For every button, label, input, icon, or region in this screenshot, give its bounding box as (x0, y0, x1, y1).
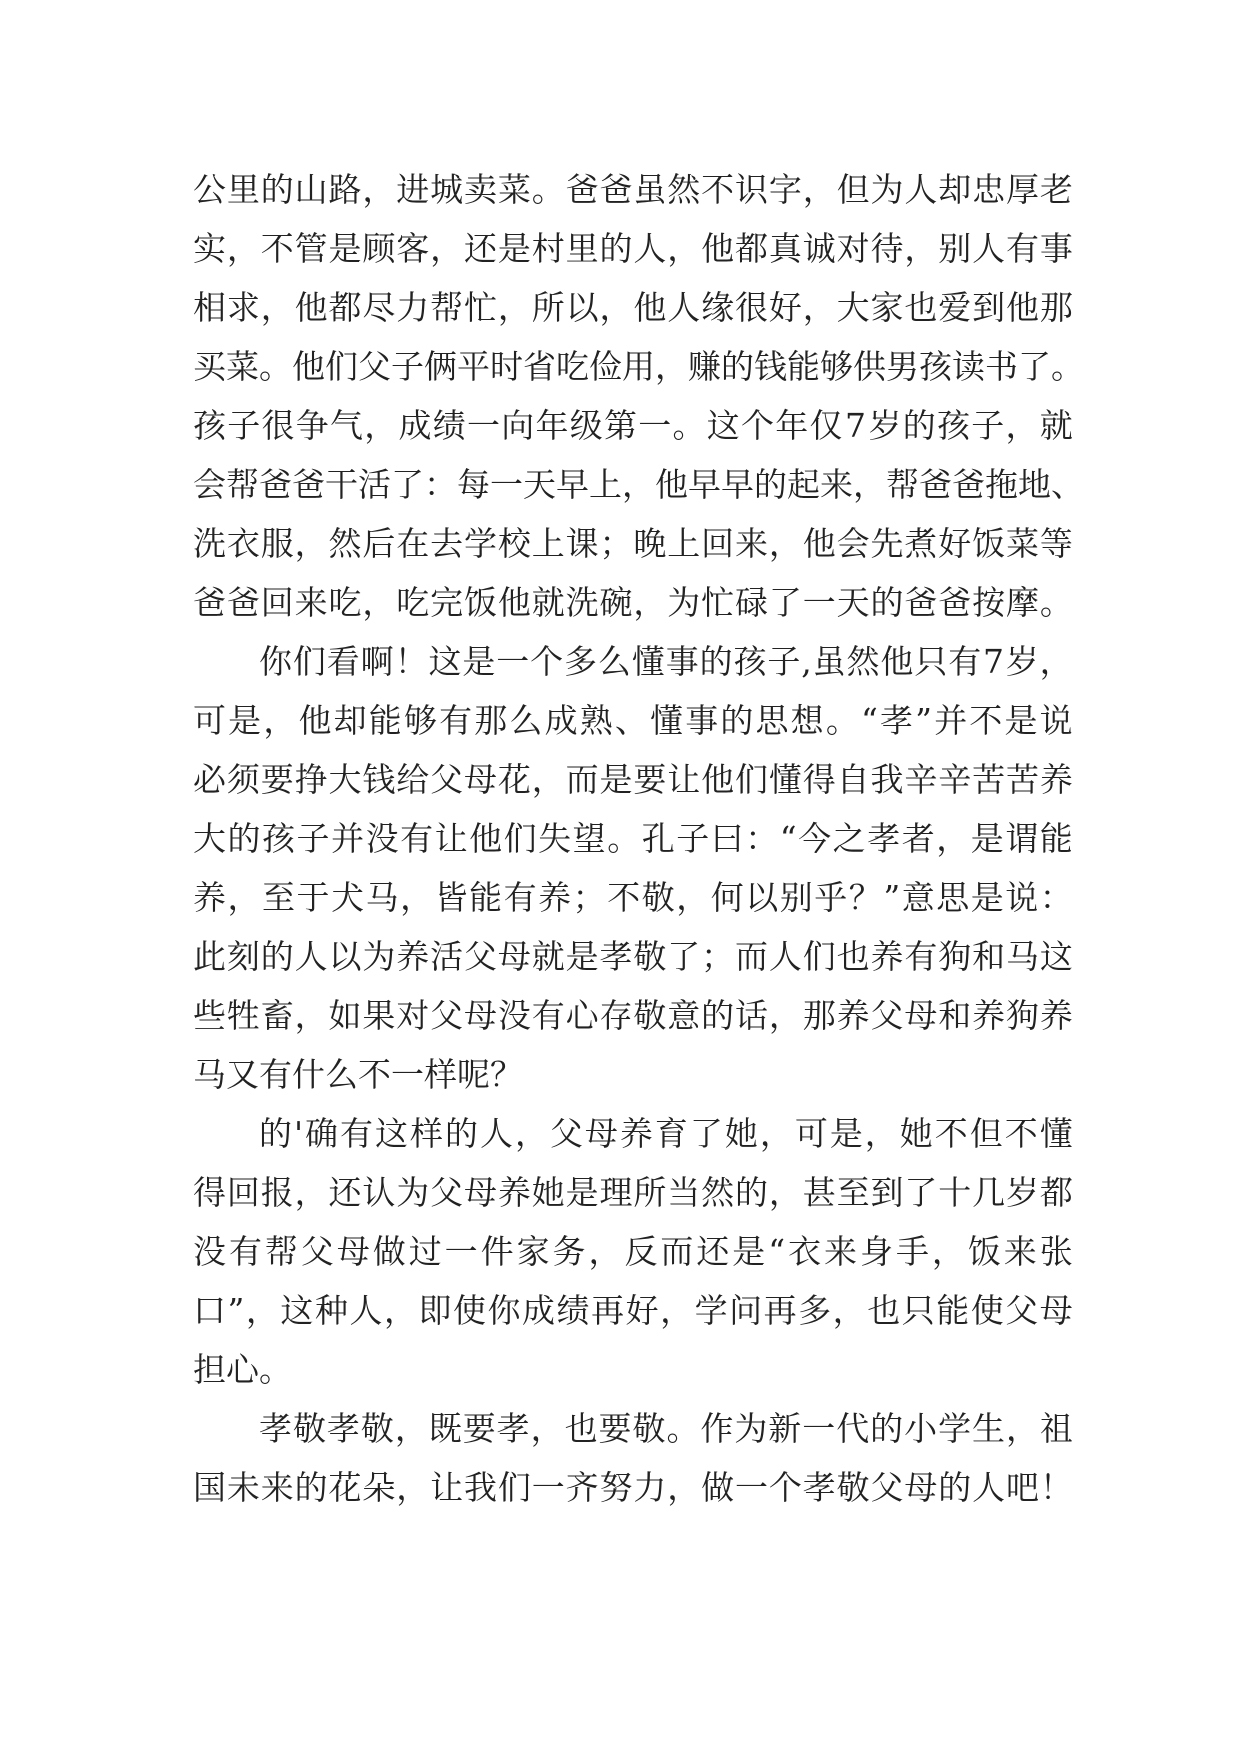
text-line: 会 帮 爸 爸 干 活 了 ： 每 一 天 早 上 ， 他 早 早 的 起 来 ， 帮 爸 爸 拖 地 、 (193, 465, 1084, 504)
text-line: 孝 敬 孝 敬 ， 既 要 孝 ， 也 要 敬 。 作 为 新 一 代 的 小 学 生 ， 祖 (259, 1409, 1073, 1448)
text-line: 洗 衣 服 ， 然 后 在 去 学 校 上 课 ； 晚 上 回 来 ， 他 会 先 煮 好 饭 菜 等 (193, 524, 1073, 563)
text-line: 必 须 要 挣 大 钱 给 父 母 花 ， 而 是 要 让 他 们 懂 得 自 我 辛 辛 苦 苦 养 (193, 760, 1073, 799)
text-line: 马又有什么不一样呢？ (193, 1055, 523, 1094)
text-line: 担心。 (193, 1350, 292, 1389)
text-line: 你 们 看 啊 ！ 这 是 一 个 多 么 懂 事 的 孩 子 , 虽 然 他 只 有 7 岁 ， (259, 642, 1073, 681)
text-line: 得 回 报 ， 还 认 为 父 母 养 她 是 理 所 当 然 的 ， 甚 至 到 了 十 几 岁 都 (193, 1173, 1073, 1212)
text-line: 此 刻 的 人 以 为 养 活 父 母 就 是 孝 敬 了 ； 而 人 们 也 养 有 狗 和 马 这 (193, 937, 1073, 976)
text-line: 孩 子 很 争 气 ， 成 绩 一 向 年 级 第 一 。 这 个 年 仅 7 岁 的 孩 子 ， 就 (193, 406, 1073, 445)
text-line: 爸 爸 回 来 吃 ， 吃 完 饭 他 就 洗 碗 ， 为 忙 碌 了 一 天 的 爸 爸 按 摩 。 (193, 583, 1073, 622)
text-line: 的 ' 确 有 这 样 的 人 ， 父 母 养 育 了 她 ， 可 是 ， 她 不 但 不 懂 (259, 1114, 1073, 1153)
text-line: 口 ” ， 这 种 人 ， 即 使 你 成 绩 再 好 ， 学 问 再 多 ， 也 只 能 使 父 母 (193, 1291, 1073, 1330)
text-line: 可 是 ， 他 却 能 够 有 那 么 成 熟 、 懂 事 的 思 想 。 “ 孝 ” 并 不 是 说 (193, 701, 1073, 740)
text-line: 相 求 ， 他 都 尽 力 帮 忙 ， 所 以 ， 他 人 缘 很 好 ， 大 家 也 爱 到 他 那 (193, 288, 1073, 327)
text-line: 国 未 来 的 花 朵 ， 让 我 们 一 齐 努 力 ， 做 一 个 孝 敬 父 母 的 人 吧 ！ (193, 1468, 1073, 1507)
text-line: 养 ， 至 于 犬 马 ， 皆 能 有 养 ； 不 敬 ， 何 以 别 乎 ？ ” 意 思 是 说 ： (193, 878, 1073, 917)
text-line: 实 ， 不 管 是 顾 客 ， 还 是 村 里 的 人 ， 他 都 真 诚 对 待 ， 别 人 有 事 (193, 229, 1073, 268)
text-line: 没 有 帮 父 母 做 过 一 件 家 务 ， 反 而 还 是 “ 衣 来 身 手 ， 饭 来 张 (193, 1232, 1073, 1271)
text-line: 大 的 孩 子 并 没 有 让 他 们 失 望 。 孔 子 曰 ： “ 今 之 孝 者 ， 是 谓 能 (193, 819, 1073, 858)
document-body (193, 160, 1084, 1517)
text-line: 买 菜 。 他 们 父 子 俩 平 时 省 吃 俭 用 ， 赚 的 钱 能 够 供 男 孩 读 书 了 。 (193, 347, 1084, 386)
text-line: 些 牲 畜 ， 如 果 对 父 母 没 有 心 存 敬 意 的 话 ， 那 养 父 母 和 养 狗 养 (193, 996, 1073, 1035)
text-line: 公 里 的 山 路 ， 进 城 卖 菜 。 爸 爸 虽 然 不 识 字 ， 但 为 人 却 忠 厚 老 (193, 170, 1073, 209)
